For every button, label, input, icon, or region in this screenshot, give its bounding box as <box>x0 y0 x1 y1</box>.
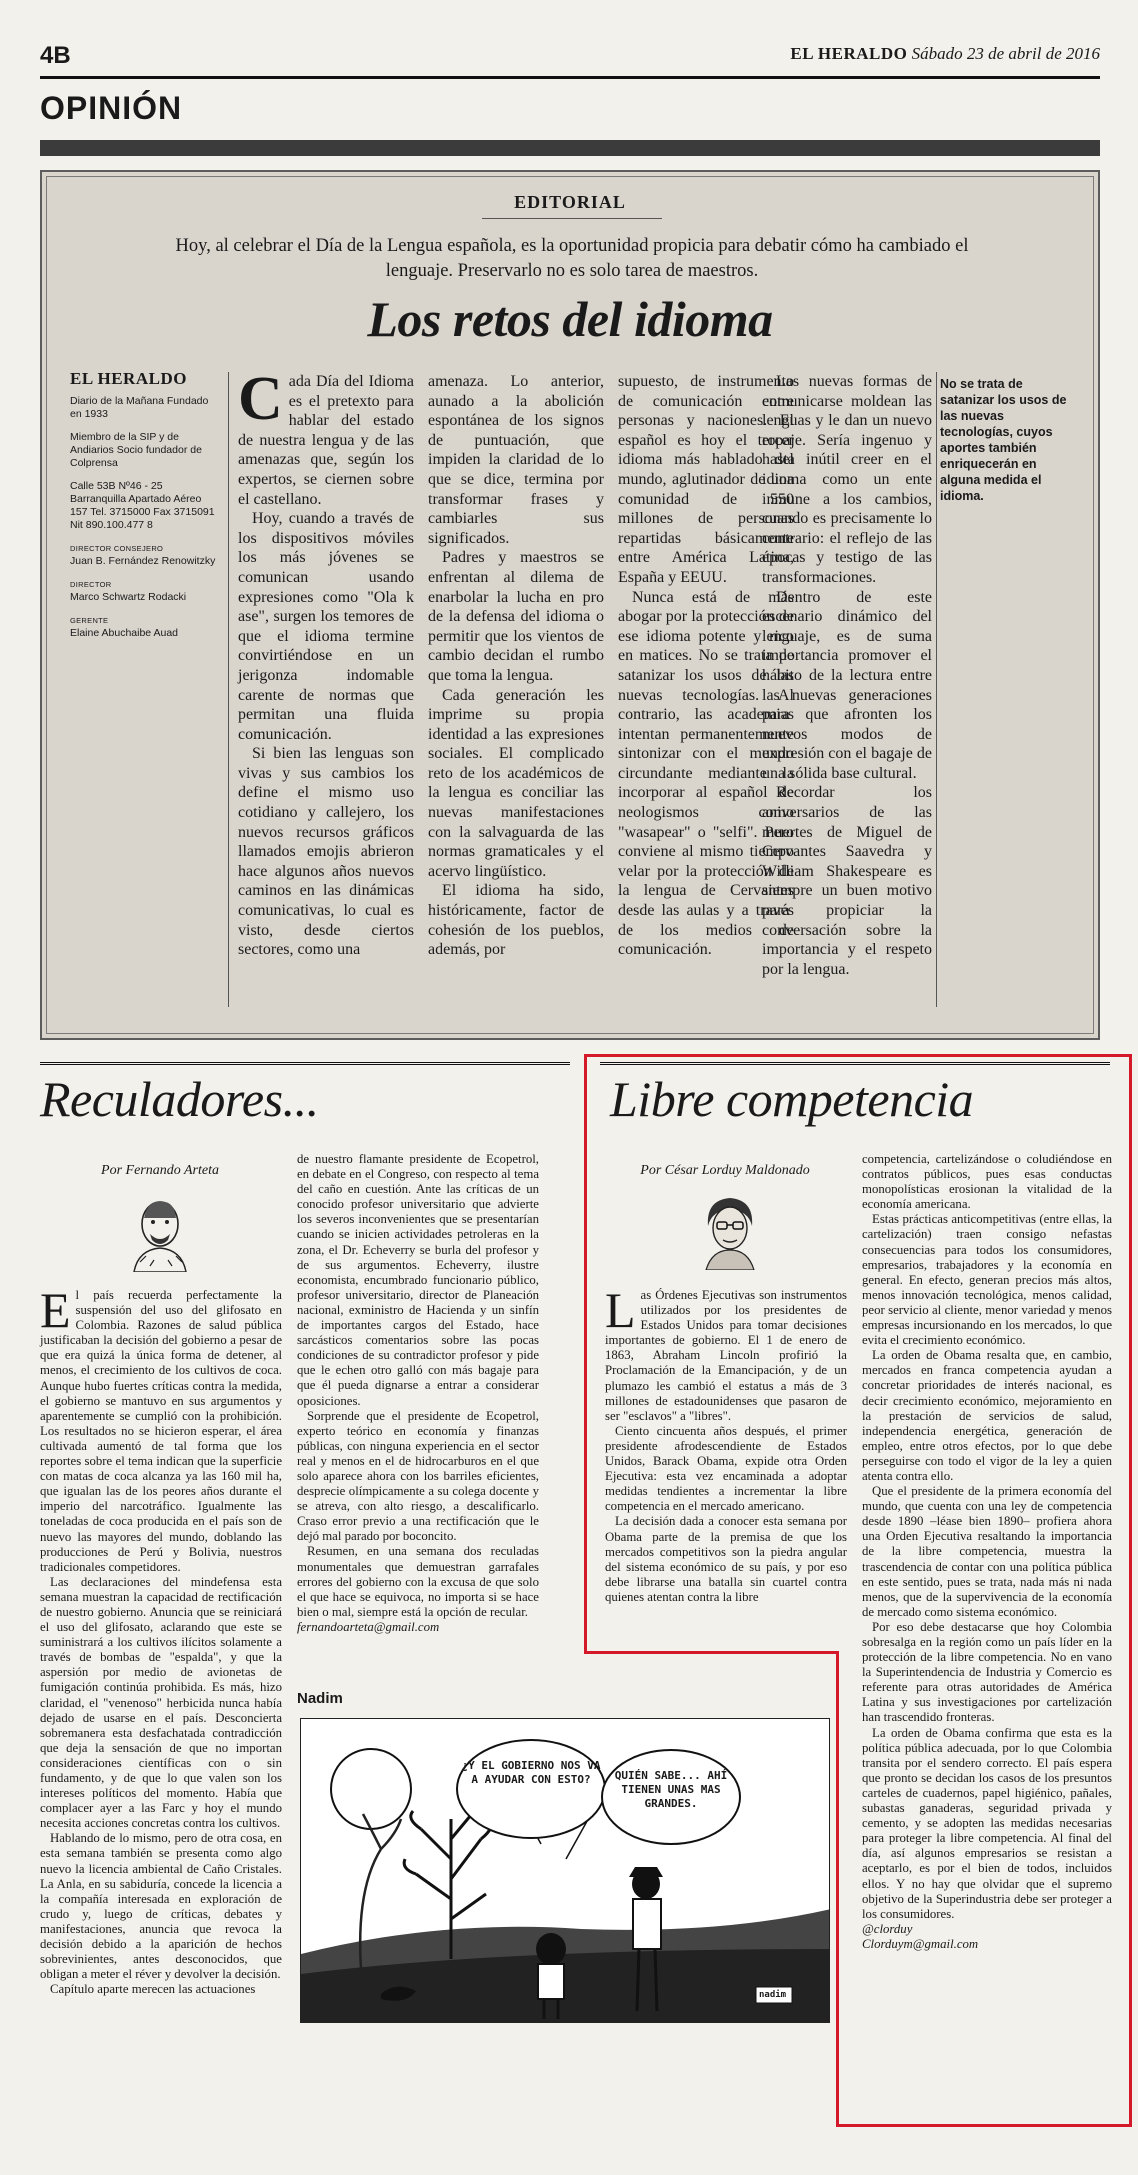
article-title: Reculadores... <box>40 1071 319 1127</box>
editorial-paragraph: Recordar los aniversarios de las muertes de Miguel de Cervantes Saavedra y William Shakespeare es siempre un buen motivo para propiciar la conversación sobre la importancia y el respeto por la lengua. <box>762 784 932 978</box>
editorial-paragraph: supuesto, de instrumento de comunicación entre personas y naciones. El español es hoy el tercer idioma más hablado del mundo, aglutinador de una comunidad de 550 millones de personas repartidas básicamente entre América Latina, España y EEUU. <box>618 373 794 586</box>
newspaper-name: EL HERALDO <box>790 44 908 63</box>
cartoon <box>300 1718 830 2023</box>
column-rule <box>936 372 937 1007</box>
masthead-role: DIRECTOR CONSEJERO <box>70 544 164 553</box>
section-title: OPINIÓN <box>40 90 183 126</box>
editorial-paragraph: Las nuevas formas de comunicarse moldean las lenguas y le dan un nuevo ropaje. Sería ingenuo y hasta inútil creer en el idioma como un ente inmune a los cambios, cuando es precisamente lo contrario: el reflejo de las épocas y testigo de las transformaciones. <box>762 373 932 586</box>
editorial-paragraph: El idioma ha sido, históricamente, factor de cohesión de los pueblos, además, por <box>428 882 604 959</box>
article-title: Libre competencia <box>610 1071 974 1127</box>
article-rule <box>40 1062 570 1065</box>
dropcap: E <box>40 1282 71 1338</box>
article-column-2 <box>862 1152 1112 1952</box>
masthead-role: DIRECTOR <box>70 580 112 589</box>
editorial-paragraph: amenaza. Lo anterior, aunado a la abolición espontánea de los signos de puntuación, que impiden la claridad de lo que se dice, termina por transformar frases y cambiarles sus significados. <box>428 373 604 547</box>
article-paragraph: Por eso debe destacarse que hoy Colombia sobresalga en la región como un país líder en la protección de la libre competencia. No en vano la Superintendencia de Industria y Comercio es referente para otras autoridades de América Latina y sus investigaciones por cartelización han trascendido fronteras. <box>862 1619 1112 1725</box>
author-email: fernandoarteta@gmail.com <box>297 1619 440 1634</box>
editorial-box <box>40 170 1100 1040</box>
editorial-column-4 <box>762 372 932 979</box>
editorial-paragraph: Padres y maestros se enfrentan al dilema de enarbolar la lucha en pro de la defensa del idioma o permitir que los vientos de cambio decidan el rumbo que toma la lengua. <box>428 549 604 684</box>
article-rule <box>600 1062 1110 1065</box>
issue-date: Sábado 23 de abril de 2016 <box>911 44 1100 63</box>
paragraph-text: ada Día del Idioma es el pretexto para hablar del estado de nuestra lengua y de las amenazas que, según los expertos, se ciernen sobre el castellano. <box>238 373 414 508</box>
article-paragraph: La decisión dada a conocer esta semana por Obama parte de la premisa de que los mercados competitivos son la piedra angular del sistema económico de su país, y por eso debe librarse una batalla sin cuartel contra quienes atentan contra la libre <box>605 1514 847 1604</box>
article-paragraph: La orden de Obama confirma que esta es la política pública adecuada, por lo que Colombia transita por el sendero correcto. El país espera que pronto se decidan los casos de los presuntos carteles de cuadernos, papel higiénico, pañales, subastas ganaderas, seguridad privada y cemento, y se adopten las medidas necesarias para proteger la libre competencia. Al final del día, así algunos empresarios se resistan a aceptarlo, es por el bien de todos, incluidos ellos. Y no hay que olvidar que el supremo objetivo de la Superindustria debe ser proteger a los consumidores. <box>862 1725 1112 1921</box>
editorial-label: EDITORIAL <box>514 192 626 212</box>
author-twitter: @clorduy <box>862 1921 913 1936</box>
masthead-name: Elaine Abuchaibe Auad <box>70 627 179 639</box>
article-paragraph: La orden de Obama resalta que, en cambio, mercados en franca competencia ayudan a concretar prioridades de interés nacional, es decir crecimiento económico, mejoramiento en la prestación de servicios de salud, independencia energética, generación de empleo, entre otros efectos, por lo que debe perseguirse con todo el vigor de la ley a quien atenta contra ello. <box>862 1348 1112 1483</box>
article-paragraph: Las declaraciones del mindefensa esta semana muestran la capacidad de rectificación de nuestro gobierno. Anuncia que se reiniciará el uso del glifosato, aclarando que este se suministrará a los cultivos ilícitos solamente a través de bombas de "espalda", y que la aspersión por medio de avionetas de fumigación continúa prohibida. Es más, hizo claridad, el "venenoso" herbicida nunca había dejado de usarse en el país. Desconcierta sobremanera esta desfachatada contradicción que deja la sensación de que no importan consideraciones científicas con o sin fundamento, y de que lo que valen son los intereses políticos del momento. Había que complacer ayer a las Farc y hoy el mundo necesita acciones concretas contra los cultivos. <box>40 1574 282 1831</box>
byline: Por César Lorduy Maldonado <box>640 1163 810 1178</box>
article-paragraph: Que el presidente de la primera economía del mundo, que cuenta con una ley de competencia desde 1890 –léase bien 1890– profiera ahora una Orden Ejecutiva resaltando la importancia de la libre competencia, muestra la trascendencia de contar con una política pública en este sentido, pues se trata, nada más ni nada menos, que de la supervivencia de la economía de mercado como sistema económico. <box>862 1484 1112 1619</box>
editorial-paragraph: Hoy, cuando a través de los dispositivos móviles los más jóvenes se comunican usando expresiones como "Ola k ase", surgen los temores de que el idioma termine convirtiéndose en un jerigonza indomable carente de normas que permitan una fluida comunicación. <box>238 510 414 743</box>
article-paragraph: Capítulo aparte merecen las actuaciones <box>50 1982 256 1997</box>
article-paragraph: Ciento cincuenta años después, el primer presidente afrodescendiente de Estados Unidos, Barack Obama, expide otra Orden Ejecutiva: esta vez encaminada a adoptar medidas tendientes a incrementar la libre competencia en el mercado americano. <box>605 1423 847 1514</box>
author-portrait <box>690 1190 770 1270</box>
article-column-2 <box>297 1152 539 1635</box>
article-paragraph <box>40 1282 282 1575</box>
column-rule <box>228 372 229 1007</box>
highlight-frame-edge <box>584 1651 839 1654</box>
editorial-paragraph <box>238 365 414 509</box>
cartoon-signature: nadim <box>759 1990 787 2000</box>
article-paragraph <box>605 1282 847 1424</box>
editorial-column-2 <box>428 372 604 960</box>
editorial-paragraph: Dentro de este escenario dinámico del lenguaje, es de suma importancia promover el hábito de la lectura entre las nuevas generaciones para que afronten los nuevos modos de expresión con el bagaje de una sólida base cultural. <box>762 588 932 782</box>
author-portrait <box>120 1192 200 1272</box>
paragraph-text: l país recuerda perfectamente la suspensión del uso del glifosato en Colombia. Razones de salud pública justificaban la decisión del gobierno a pesar de que era quizá la única forma de detener, al menos, el crecimiento de los cultivos de coca. Aunque hubo fuertes críticas contra la medida, el gobierno se mantuvo en sus argumentos y aparentemente se cumplió con la prohibición. Los resultados no se hicieron esperar, el área cultivada aumentó de tal forma que los reportes sobre el tema indican que la superficie con matas de coca alcanza ya las 160 mil ha, que igualan las de los peores años durante el imperio del narcotráfico. Igualmente las toneladas de coca producida en el país son de nuevo las mayores del mundo, doblando las producciones de Perú y Bolivia, nuestros tradicionales competidores. <box>40 1288 282 1574</box>
article-paragraph: Hablando de lo mismo, pero de otra cosa, en esta semana también se presenta como algo nuevo la licencia ambiental de Caño Cristales. La Anla, en su sabiduría, concede la licencia a la compañía interesada en exploración de crudo y, luego de críticas, debates y manifestaciones, anuncia que revoca la decisión debido a la aparición de hechos sobrevinientes, antes desconocidos, que obligan a meter el réver y devolver la decisión. <box>40 1831 282 1982</box>
article-paragraph: de nuestro flamante presidente de Ecopetrol, en debate en el Congreso, con respecto al tema del caño en cuestión. Ante las críticas de un conocido profesor universitario que advierte los severos inconvenientes que se presentarían cuando se inicien actividades petroleras en la zona, el Dr. Echeverry se burla del profesor y de sus argumentos. Echeverry, ilustre economista, encumbrado funcionario público, profesor universitario, director de Planeación nacional, exministro de Hacienda y un sinfín de importantes cargos del Estado, hace sarcásticos comentarios sobre las pocas condiciones de su contradictor profesor y pide que le echen otro galló con más bagaje para que él pueda dignarse a entrar a considerar oposiciones. <box>297 1152 539 1408</box>
editorial-paragraph: Si bien las lenguas son vivas y sus cambios los define el mismo uso cotidiano y callejero, los nuevos recursos gráficos llamados emojis abrieron hace algunos años nuevos caminos en las dinámicas comunicativas, lo cual es visto, desde ciertos sectores, como una <box>238 745 414 959</box>
editorial-paragraph: Nunca está de más abogar por la protección de ese idioma potente y rico en matices. No se trata de satanizar los usos de las nuevas tecnologías. Al contrario, las academias intentan permanentemente sintonizar con el mundo circundante mediante la incorporar al español de neologismos como "wasapear" o "selfi". Pero conviene al mismo tiempo velar por la protección de la lengua de Cervantes desde las aulas y a través de los medios de comunicación. <box>618 588 794 959</box>
editorial-label-rule <box>482 218 662 219</box>
masthead-logo: EL HERALDO <box>70 369 187 388</box>
pull-quote: No se trata de satanizar los usos de las nuevas tecnologías, cuyos aportes también enriquecerán en alguna medida el idioma. <box>940 377 1067 503</box>
editorial-column-1 <box>238 365 414 960</box>
masthead-name: Juan B. Fernández Renowitzky <box>70 555 216 567</box>
masthead-info <box>70 369 218 650</box>
author-email: Clorduym@gmail.com <box>862 1936 979 1951</box>
dropcap: C <box>238 365 283 433</box>
header-rule <box>40 76 1100 79</box>
article-paragraph: competencia, cartelizándose o coludiéndose en contratos públicos, pues esas conductas monopolísticas erosionan la vitalidad de la economía americana. <box>862 1152 1112 1212</box>
speech-bubble: QUIÉN SABE... AHÍ TIENEN UNAS MAS GRANDES. <box>601 1749 741 1845</box>
masthead-role: GERENTE <box>70 616 109 625</box>
article-paragraph: Sorprende que el presidente de Ecopetrol, experto teórico en economía y finanzas públicas, con ninguna experiencia en el sector real y menos en el de hidrocarburos en el que solo aparece ahora con los barriles eficientes, desprecie olímpicamente a su colega docente y se atreva, con alto riesgo, a descalificarlo. Craso error previo a una rectificación que le dejó mal parado por boconcito. <box>297 1408 539 1544</box>
page-header <box>40 40 1100 76</box>
article-paragraph: Resumen, en una semana dos reculadas monumentales que demuestran garrafales errores del gobierno con la excusa de que solo el que hace se equivoca, no importa si se hace bien o mal, siempre está la opción de recular. <box>297 1544 539 1619</box>
paragraph-text: as Órdenes Ejecutivas son instrumentos utilizados por los presidentes de Estados Unidos para tomar decisiones importantes de gobierno. El 1 de enero de 1863, Abraham Lincoln profirió la Proclamación de la Emancipación, y de un plumazo les cambió el estatus a más de 3 millones de estadounidenses que pasaron de ser "esclavos" a "libres". <box>605 1288 847 1423</box>
editorial-paragraph: Cada generación les imprime su propia identidad a las expresiones sociales. El complicado reto de los académicos de la lengua es conciliar las nuevas manifestaciones con la salvaguarda de las normas gramaticales y el acervo lingüístico. <box>428 686 604 880</box>
editorial-subtitle: Hoy, al celebrar el Día de la Lengua española, es la oportunidad propicia para debatir cómo ha cambiado el lenguaje. Preservarlo no es solo tarea de maestros. <box>175 236 969 281</box>
masthead-address: Calle 53B Nº46 - 25 Barranquilla Apartado Aéreo 157 Tel. 3715000 Fax 3715091 Nit 890.100.477 8 <box>70 480 215 531</box>
dropcap: L <box>605 1282 636 1338</box>
cartoon-label: Nadim <box>297 1690 343 1707</box>
masthead-desc: Diario de la Mañana Fundado en 1933 <box>70 395 209 420</box>
byline: Por Fernando Arteta <box>101 1163 219 1178</box>
page-number: 4B <box>40 42 71 69</box>
masthead <box>790 44 1100 64</box>
masthead-member: Miembro de la SIP y de Andiarios Socio fundador de Colprensa <box>70 431 202 469</box>
article-column-1 <box>605 1282 847 1605</box>
masthead-name: Marco Schwartz Rodacki <box>70 591 187 603</box>
article-paragraph: Estas prácticas anticompetitivas (entre ellas, la cartelización) traen consigo nefastas consecuencias para todos los consumidores, empresarios, trabajadores y la economía en general. En efecto, generan precios más altos, menos innovación tecnológica, menos calidad, peor servicio al cliente, menor variedad y menos empresas incursionando en los mercados, lo que evita el crecimiento económico. <box>862 1212 1112 1348</box>
editorial-title: Los retos del idioma <box>367 291 773 347</box>
article-column-1 <box>40 1282 282 1997</box>
section-bar <box>40 140 1100 156</box>
speech-bubble: ¿Y EL GOBIERNO NOS VA A AYUDAR CON ESTO? <box>456 1739 606 1839</box>
